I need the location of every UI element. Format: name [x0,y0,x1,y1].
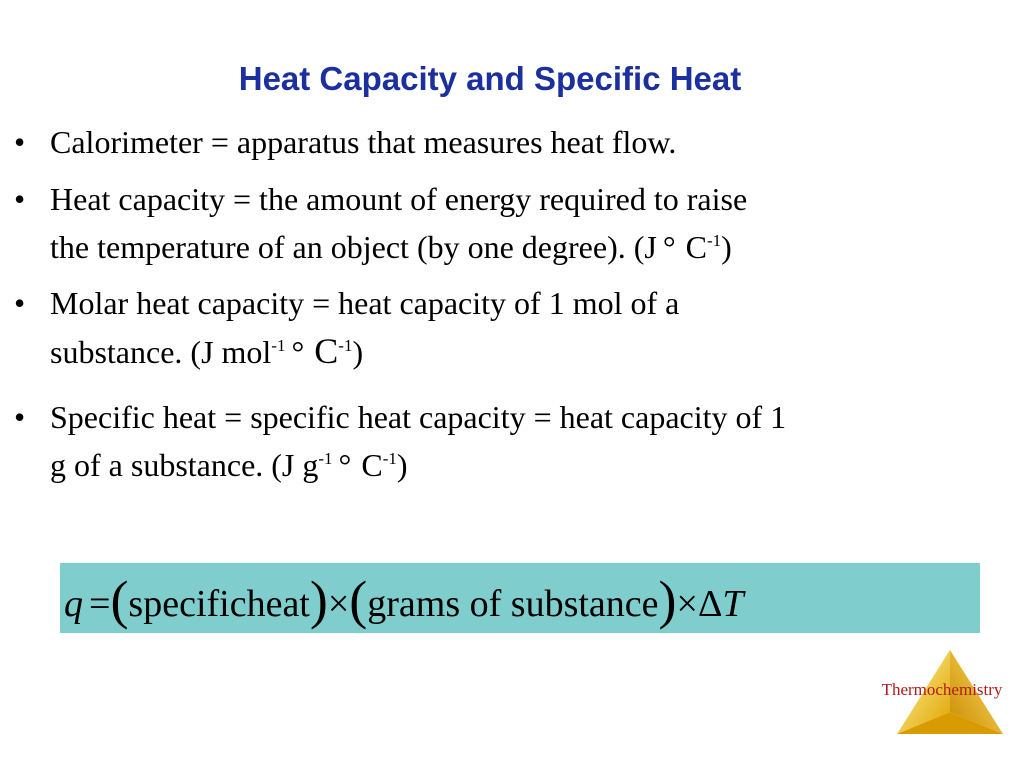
bullet-line: g of a substance. (J g [50,447,319,483]
close-paren: ) [721,229,732,265]
bullet-text [50,393,974,489]
bullet-specific-heat [14,393,974,489]
formula-times: × [327,583,350,625]
close-paren: ) [352,334,364,370]
bullet-text [50,279,974,376]
formula-delta: Δ [697,583,723,625]
formula-times: × [676,583,698,625]
formula-lparen: ( [110,570,129,630]
unit-c: C [685,229,707,265]
exponent: -1 [338,336,353,355]
formula-rparen: ) [309,570,328,630]
degree-symbol: ° [338,447,352,483]
bullet-line: Specific heat = specific heat capacity = heat capacity of 1 [50,399,787,435]
bullet-dot: • [14,124,26,160]
bullet-molar-heat-capacity [14,279,974,376]
bullet-text [50,175,974,271]
formula-q: q [64,583,83,625]
formula-t: T [722,583,744,625]
formula-box [60,563,980,633]
exponent: -1 [382,449,397,468]
bullet-line: Molar heat capacity = heat capacity of 1 mol of a [50,285,680,321]
formula-lparen: ( [349,570,368,630]
bullet-line: the temperature of an object (by one degree). (J [50,229,657,265]
bullet-dot: • [14,399,26,435]
bullet-text: Calorimeter = apparatus that measures heat flow. [50,124,677,160]
bullet-line: substance. (J mol [50,334,272,370]
slide-title: Heat Capacity and Specific Heat [238,60,742,97]
logo-label: Thermochemistry [881,680,1003,699]
degree-symbol: ° [291,334,305,370]
bullet-dot: • [14,285,26,321]
bullet-dot: • [14,181,26,217]
formula-rparen: ) [658,570,677,630]
specific-heat-formula [64,571,980,631]
formula-equals: = [89,583,111,625]
bullet-heat-capacity [14,175,974,271]
unit-c: C [361,447,383,483]
unit-c: C [314,331,339,371]
bullet-calorimeter [14,118,974,166]
formula-term-grams: grams of substance [367,583,659,625]
exponent: -1 [318,449,333,468]
formula-term-heat: heat [246,583,310,625]
degree-symbol: ° [662,229,676,265]
bullet-line: Heat capacity = the amount of energy required to raise [50,181,748,217]
formula-term-specific: specific [128,583,247,625]
exponent: -1 [271,336,286,355]
exponent: -1 [706,231,722,250]
close-paren: ) [396,447,408,483]
